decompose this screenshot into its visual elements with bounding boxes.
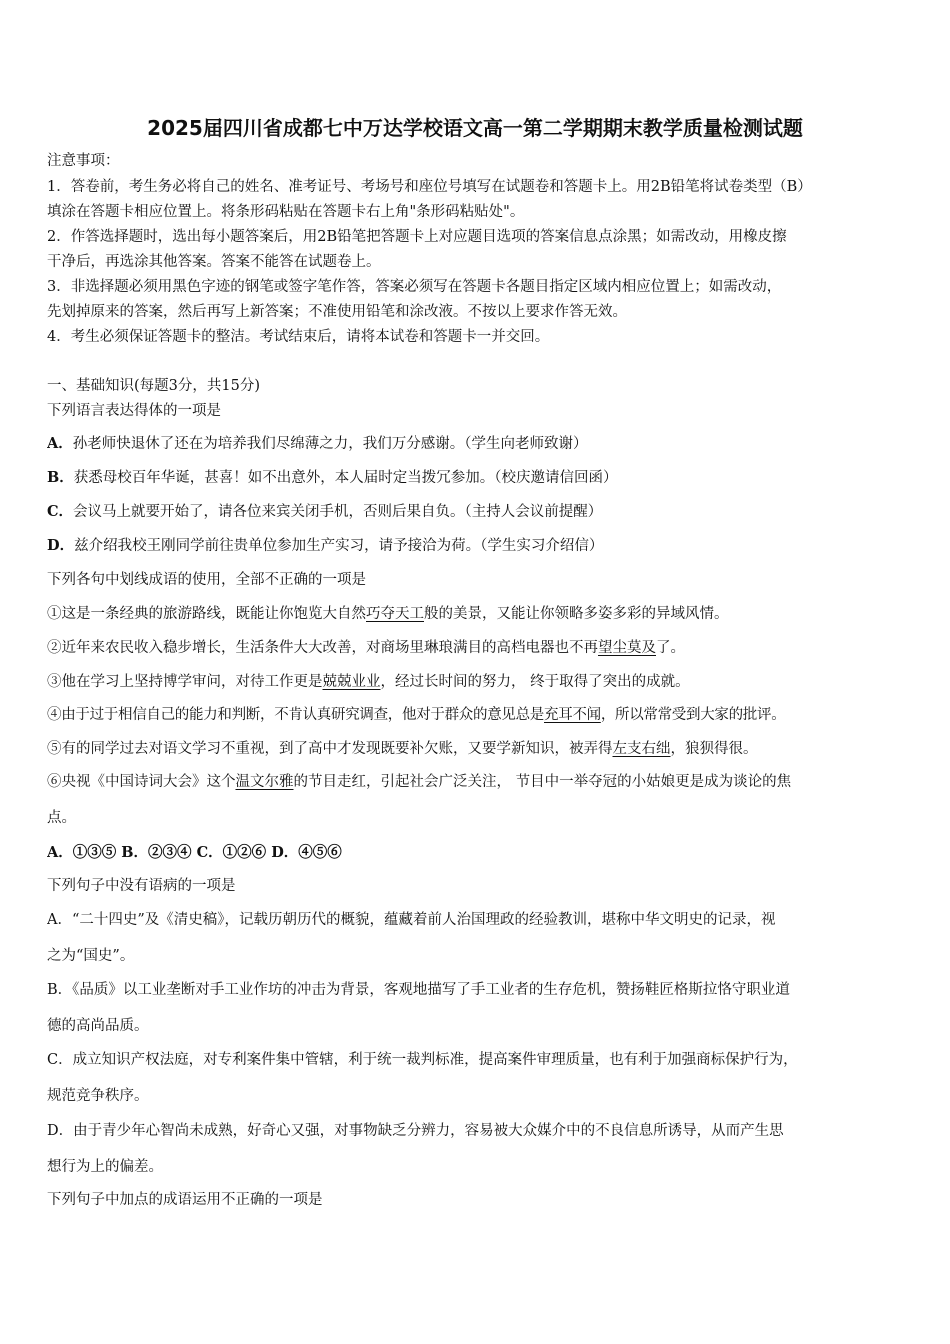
sentence-6-cont: 点。 bbox=[47, 810, 76, 826]
sentence-2 bbox=[47, 638, 927, 658]
option-d: D．由于青少年心智尚未成熟，好奇心又强，对事物缺乏分辨力，容易被大众媒介中的不良信息所诱导，从而产生思 bbox=[47, 1123, 784, 1139]
sentence-text: ，狼狈得很。 bbox=[670, 741, 758, 757]
sentence-text: ②近年来农民收入稳步增长，生活条件大大改善，对商场里琳琅满目的高档电器也不再 bbox=[47, 640, 598, 656]
sentence-text: ③他在学习上坚持博学审问，对待工作更是 bbox=[47, 674, 323, 690]
sentence-5 bbox=[47, 739, 927, 759]
underlined-idiom: 温文尔雅 bbox=[235, 774, 294, 790]
notice-line: 干净后，再选涂其他答案。答案不能答在试题卷上。 bbox=[47, 254, 381, 270]
option-b: B．《品质》以工业垄断对手工业作坊的冲击为背景，客观地描写了手工业者的生存危机，赞扬鞋匠格斯拉恪守职业道 bbox=[47, 982, 790, 998]
sentence-text: ①这是一条经典的旅游路线，既能让你饱览大自然 bbox=[47, 606, 366, 622]
sentence-text: ④由于过于相信自己的能力和判断，不肯认真研究调查，他对于群众的意见总是 bbox=[47, 707, 544, 723]
option-label: D． bbox=[47, 537, 75, 554]
option-label: A． bbox=[47, 435, 73, 452]
option-text: 会议马上就要开始了，请各位来宾关闭手机，否则后果自负。（主持人会议前提醒） bbox=[73, 504, 603, 520]
option-text: 获悉母校百年华诞，甚喜！如不出意外，本人届时定当拨冗参加。（校庆邀请信回函） bbox=[73, 470, 618, 486]
option-a bbox=[47, 434, 917, 454]
notice-line: 填涂在答题卡相应位置上。将条形码粘贴在答题卡右上角"条形码粘贴处"。 bbox=[47, 204, 525, 220]
option-a: A．“二十四史”及《清史稿》，记载历朝历代的概貌，蕴藏着前人治国理政的经验教训，堪称中华文明史的记录，视 bbox=[47, 912, 776, 928]
section-heading: 一、基础知识(每题3分，共15分) bbox=[47, 378, 260, 394]
option-text: 兹介绍我校王刚同学前往贵单位参加生产实习，请予接洽为荷。（学生实习介绍信） bbox=[74, 538, 604, 554]
option-d bbox=[47, 536, 917, 556]
answer-options: A．①③⑤ B．②③④ C．①②⑥ D．④⑤⑥ bbox=[47, 844, 342, 861]
option-a-cont: 之为“国史”。 bbox=[47, 948, 135, 964]
option-b-cont: 德的高尚品质。 bbox=[47, 1018, 149, 1034]
sentence-1 bbox=[47, 604, 927, 624]
option-text: 孙老师快退休了还在为培养我们尽绵薄之力，我们万分感谢。（学生向老师致谢） bbox=[72, 436, 588, 452]
sentence-6 bbox=[47, 772, 927, 792]
notice-line: 先划掉原来的答案，然后再写上新答案；不准使用铅笔和涂改液。不按以上要求作答无效。 bbox=[47, 304, 627, 320]
option-label: B． bbox=[47, 469, 74, 486]
sentence-text: ⑥央视《中国诗词大会》这个 bbox=[47, 774, 236, 790]
sentence-text: ，所以常常受到大家的批评。 bbox=[600, 707, 786, 723]
option-c bbox=[47, 502, 917, 522]
sentence-4 bbox=[47, 705, 927, 725]
sentence-3 bbox=[47, 672, 927, 692]
notice-line: 3．非选择题必须用黑色字迹的钢笔或签字笔作答，答案必须写在答题卡各题目指定区域内相应位置上；如需改动， bbox=[47, 279, 782, 295]
sentence-text: 般的美景，又能让你领略多姿多彩的异域风情。 bbox=[424, 606, 729, 622]
underlined-idiom: 巧夺天工 bbox=[366, 606, 424, 622]
underlined-idiom: 兢兢业业 bbox=[322, 674, 381, 690]
page-title: 2025届四川省成都七中万达学校语文高一第二学期期末教学质量检测试题 bbox=[147, 116, 803, 140]
underlined-idiom: 望尘莫及 bbox=[598, 640, 656, 656]
option-label: C． bbox=[47, 503, 74, 520]
question-stem: 下列各句中划线成语的使用，全部不正确的一项是 bbox=[47, 572, 366, 588]
sentence-text: 的节目走红，引起社会广泛关注， 节目中一举夺冠的小姑娘更是成为谈论的焦 bbox=[293, 774, 792, 790]
notice-line: 2．作答选择题时，选出每小题答案后，用2B铅笔把答题卡上对应题目选项的答案信息点涂黑；如需改动，用橡皮擦 bbox=[47, 229, 787, 245]
sentence-text: 了。 bbox=[656, 640, 685, 656]
question-stem: 下列句子中加点的成语运用不正确的一项是 bbox=[47, 1192, 323, 1208]
notice-heading: 注意事项： bbox=[47, 153, 120, 169]
sentence-text: ⑤有的同学过去对语文学习不重视，到了高中才发现既要补欠账，又要学新知识，被弄得 bbox=[47, 741, 613, 757]
notice-line: 1．答卷前，考生务必将自己的姓名、准考证号、考场号和座位号填写在试题卷和答题卡上。用2B铅笔将试卷类型（B） bbox=[47, 179, 812, 195]
underlined-idiom: 左支右绌 bbox=[612, 741, 671, 757]
option-b bbox=[47, 468, 917, 488]
underlined-idiom: 充耳不闻 bbox=[544, 707, 601, 723]
question-stem: 下列句子中没有语病的一项是 bbox=[47, 878, 236, 894]
option-c: C．成立知识产权法庭，对专利案件集中管辖，利于统一裁判标准，提高案件审理质量，也有利于加强商标保护行为， bbox=[47, 1052, 798, 1068]
question-stem: 下列语言表达得体的一项是 bbox=[47, 403, 221, 419]
option-d-cont: 想行为上的偏差。 bbox=[47, 1159, 163, 1175]
notice-line: 4．考生必须保证答题卡的整洁。考试结束后，请将本试卷和答题卡一并交回。 bbox=[47, 329, 550, 345]
sentence-text: ，经过长时间的努力， 终于取得了突出的成就。 bbox=[380, 674, 690, 690]
option-c-cont: 规范竞争秩序。 bbox=[47, 1088, 149, 1104]
